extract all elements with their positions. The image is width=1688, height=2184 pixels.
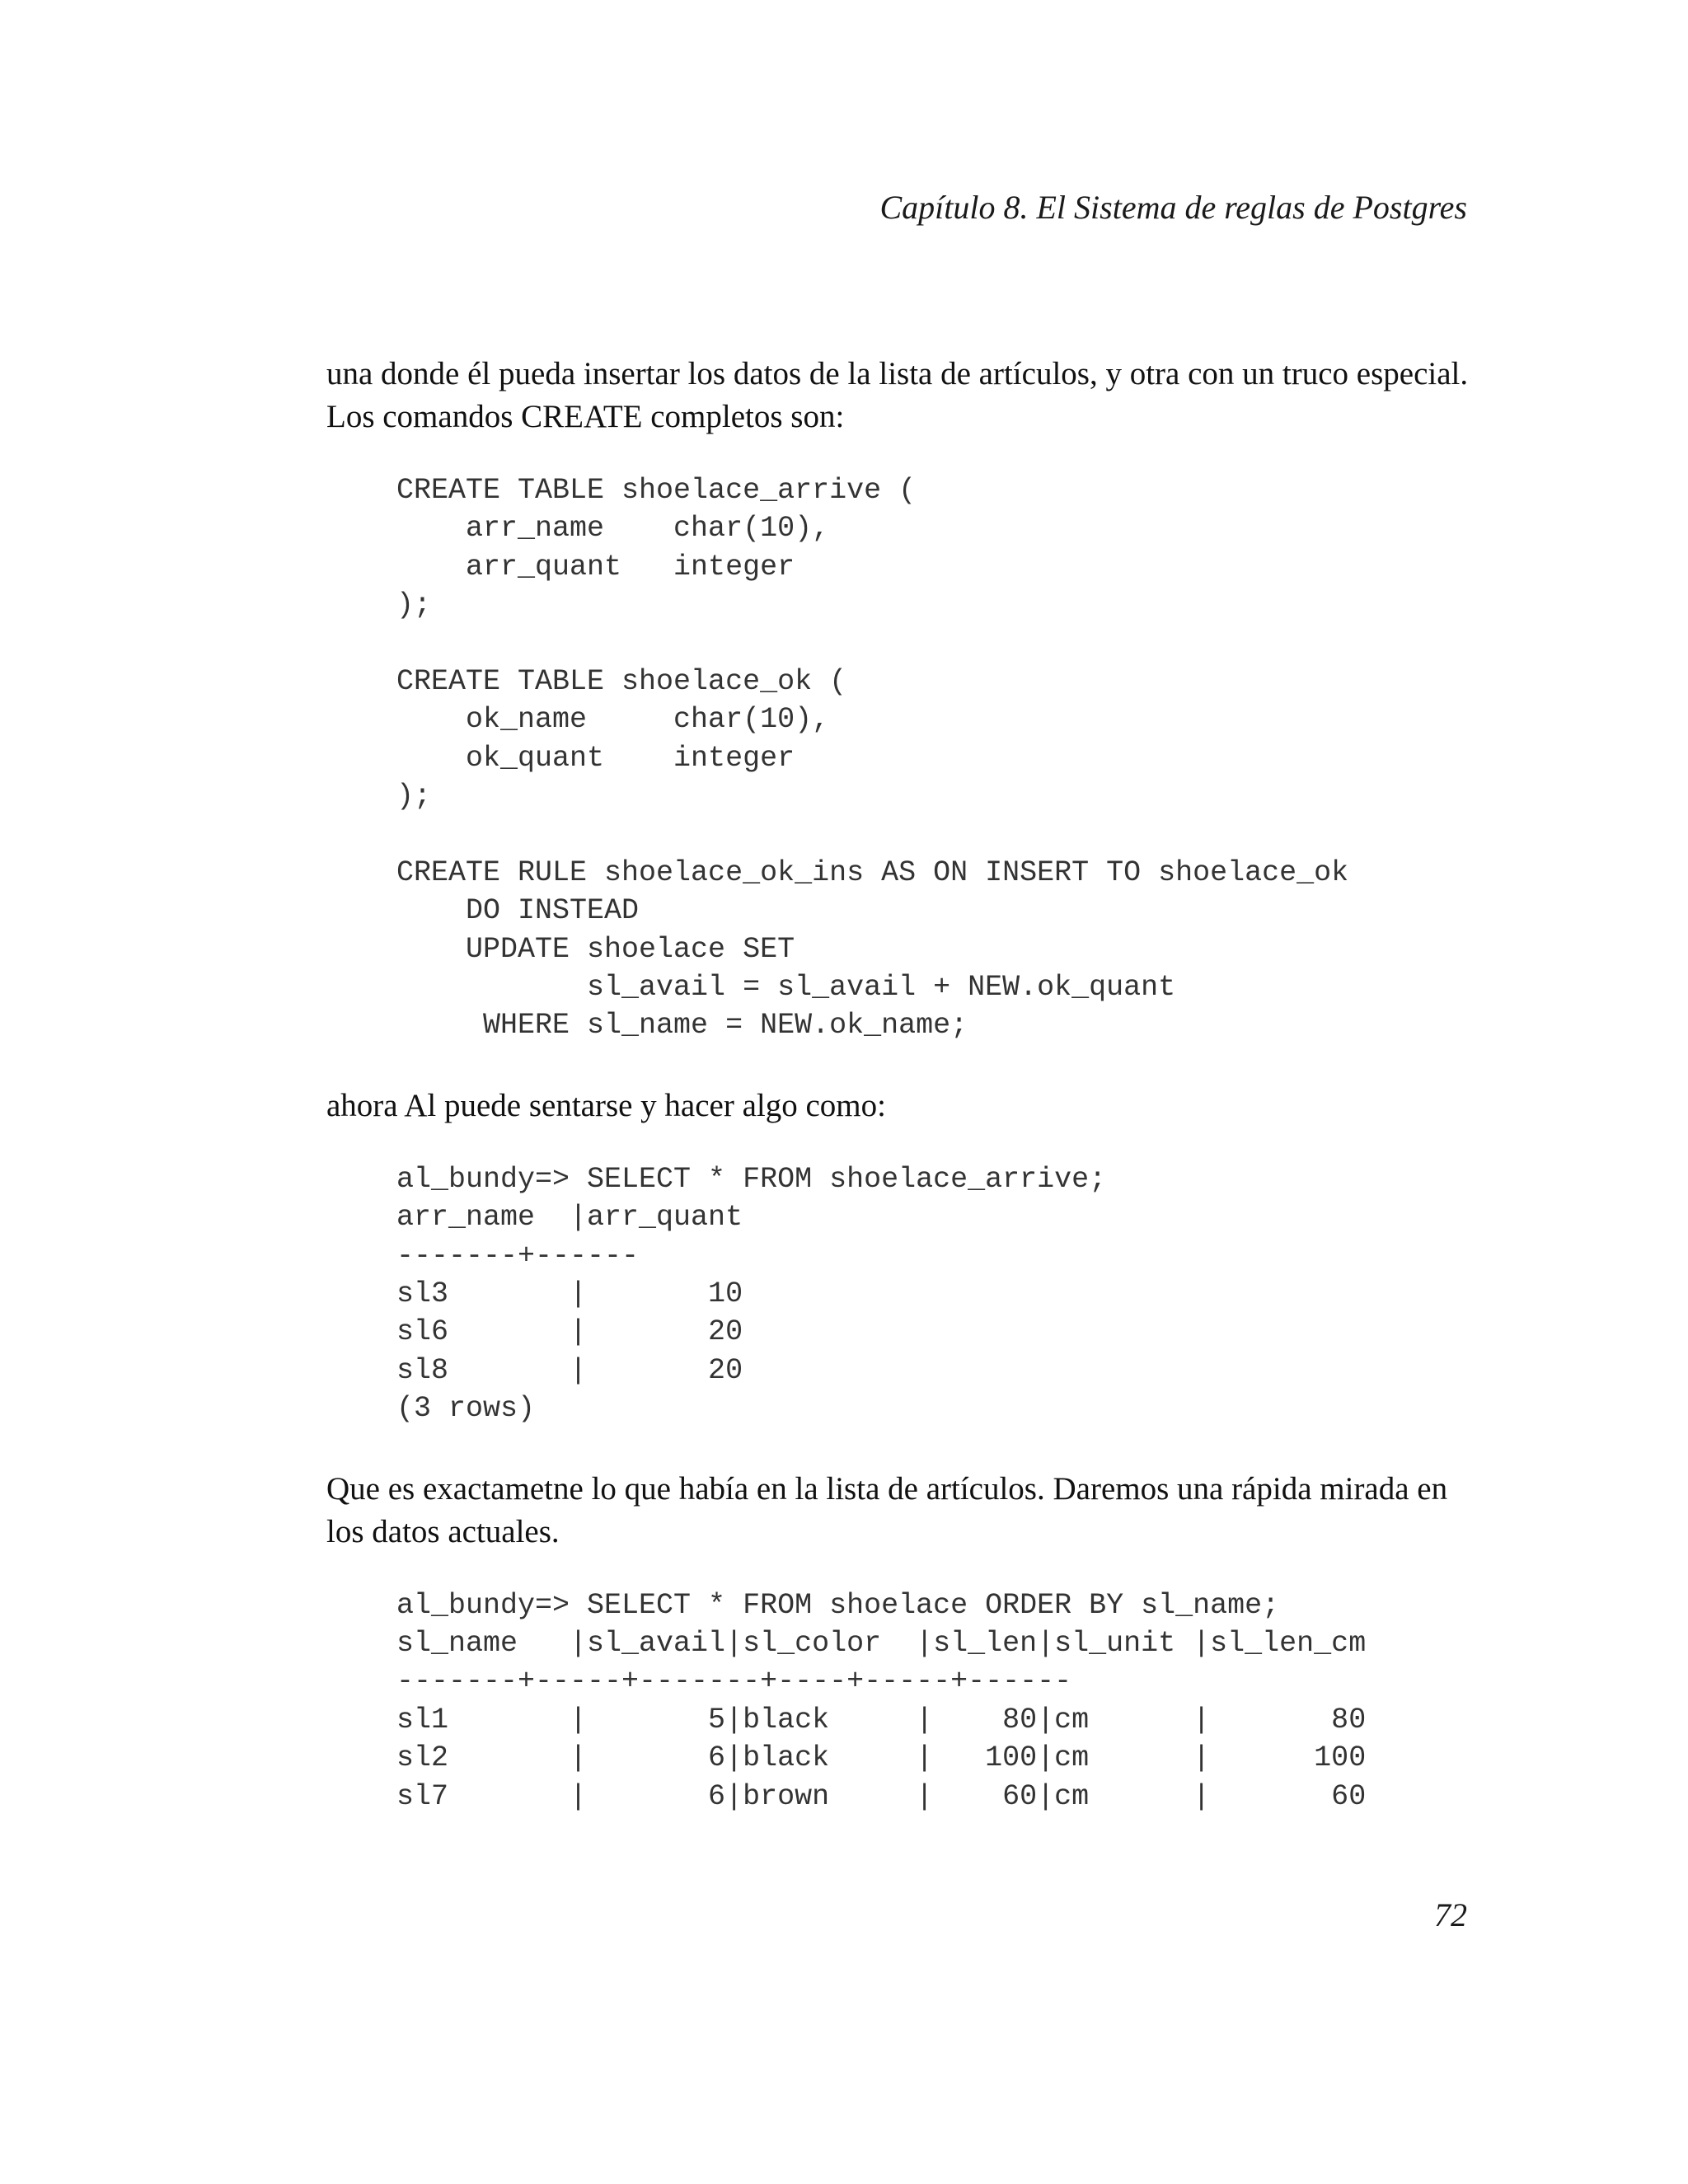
code-line: CREATE TABLE shoelace_ok ( xyxy=(396,664,847,698)
code-line: sl7 | 6|brown | 60|cm | 60 xyxy=(396,1779,1367,1813)
code-block-shoelace-query xyxy=(326,1586,1472,1816)
code-line: sl_name |sl_avail|sl_color |sl_len|sl_unit |sl_len_cm xyxy=(396,1626,1367,1660)
code-line: -------+------ xyxy=(396,1239,640,1272)
code-line: arr_quant integer xyxy=(396,550,795,583)
code-line: al_bundy=> SELECT * FROM shoelace_arrive; xyxy=(396,1162,1107,1196)
code-line: sl3 | 10 xyxy=(396,1277,743,1311)
code-line: -------+-----+-------+----+-----+------ xyxy=(396,1665,1072,1699)
code-line xyxy=(396,816,1472,854)
code-line: arr_name char(10), xyxy=(396,512,830,546)
code-line: sl8 | 20 xyxy=(396,1353,743,1387)
code-line: ok_name char(10), xyxy=(396,703,830,737)
code-line: ok_quant integer xyxy=(396,741,795,775)
code-line: sl6 | 20 xyxy=(396,1315,743,1349)
page-body xyxy=(326,353,1472,1816)
paragraph-ahora: ahora Al puede sentarse y hacer algo como: xyxy=(326,1087,886,1123)
code-line: sl2 | 6|black | 100|cm | 100 xyxy=(396,1741,1367,1775)
page-number: 72 xyxy=(1434,1896,1467,1933)
code-line: UPDATE shoelace SET xyxy=(396,932,795,966)
code-line: arr_name |arr_quant xyxy=(396,1201,743,1235)
running-header: Capítulo 8. El Sistema de reglas de Postgres xyxy=(879,189,1467,226)
code-line: ); xyxy=(396,588,432,622)
paragraph-que-es: Que es exactametne lo que había en la lista de artículos. Daremos una rápida mirada en los datos actuales. xyxy=(326,1470,1448,1549)
code-block-arrive-query xyxy=(326,1160,1472,1428)
paragraph-intro: una donde él pueda insertar los datos de la lista de artículos, y otra con un truco especial. Los comandos CREATE completos son: xyxy=(326,356,1469,434)
code-line: (3 rows) xyxy=(396,1392,536,1426)
code-line: ); xyxy=(396,780,432,813)
code-line: DO INSTEAD xyxy=(396,894,640,928)
code-line: sl_avail = sl_avail + NEW.ok_quant xyxy=(396,971,1176,1005)
code-line: al_bundy=> SELECT * FROM shoelace ORDER BY sl_name; xyxy=(396,1588,1280,1622)
code-line: sl1 | 5|black | 80|cm | 80 xyxy=(396,1703,1367,1736)
code-line: CREATE TABLE shoelace_arrive ( xyxy=(396,474,917,507)
code-line: CREATE RULE shoelace_ok_ins AS ON INSERT TO shoelace_ok xyxy=(396,855,1349,889)
code-line: WHERE sl_name = NEW.ok_name; xyxy=(396,1009,968,1043)
code-block-create xyxy=(326,471,1472,1045)
code-line xyxy=(396,625,1472,663)
